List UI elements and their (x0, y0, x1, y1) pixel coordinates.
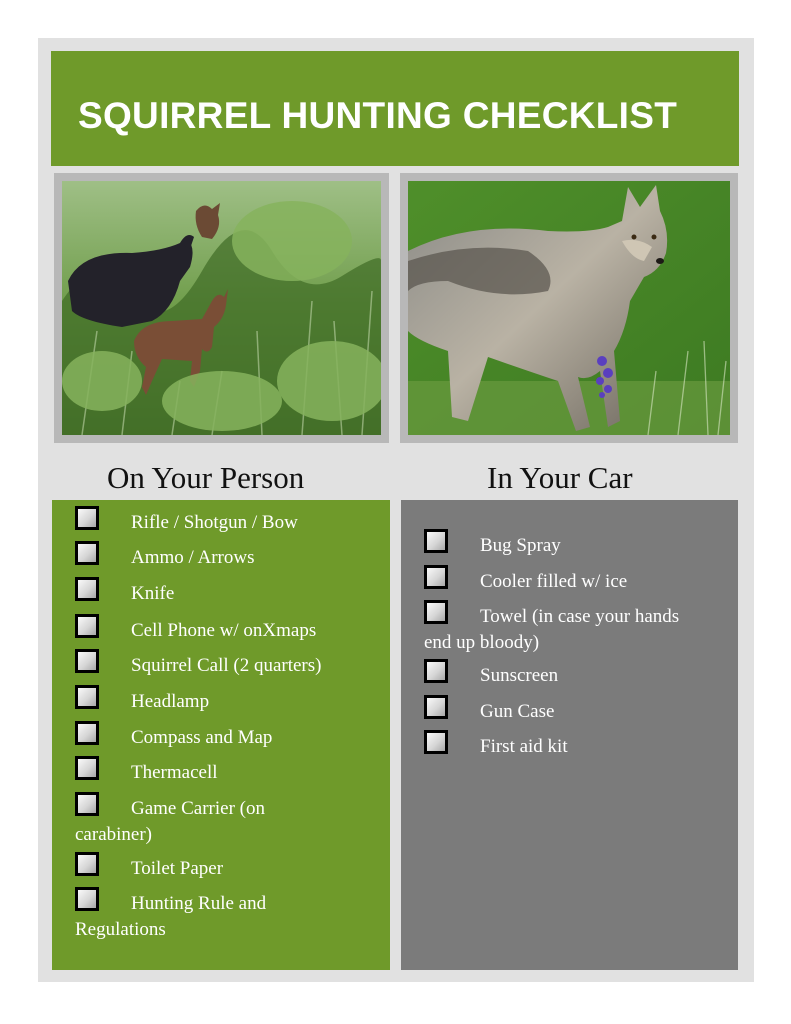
checkbox[interactable] (424, 730, 448, 754)
checkbox[interactable] (75, 506, 99, 530)
list-item: Cooler filled w/ ice (424, 565, 728, 595)
checkbox[interactable] (75, 852, 99, 876)
heading-on-your-person: On Your Person (107, 460, 305, 495)
coyote-photo-frame (400, 173, 738, 443)
list-item: Game Carrier (on carabiner) (75, 792, 290, 848)
list-item: Toilet Paper (75, 852, 380, 882)
list-item: Ammo / Arrows (75, 541, 380, 571)
checkbox[interactable] (424, 600, 448, 624)
page-title: SQUIRREL HUNTING CHECKLIST (78, 95, 678, 136)
checkbox[interactable] (424, 695, 448, 719)
list-item: Compass and Map (75, 721, 380, 751)
moose-photo (62, 181, 381, 435)
checkbox[interactable] (75, 887, 99, 911)
checkbox[interactable] (75, 721, 99, 745)
heading-in-your-car: In Your Car (487, 460, 633, 495)
checkbox[interactable] (75, 649, 99, 673)
list-item: Hunting Rule and Regulations (75, 887, 290, 943)
coyote-photo (408, 181, 730, 435)
list-item: Towel (in case your hands end up bloody) (424, 600, 699, 656)
checkbox[interactable] (75, 685, 99, 709)
checkbox[interactable] (75, 792, 99, 816)
list-item: First aid kit (424, 730, 728, 760)
checkbox[interactable] (424, 529, 448, 553)
checkbox[interactable] (424, 659, 448, 683)
checkbox[interactable] (424, 565, 448, 589)
list-item: Gun Case (424, 695, 728, 725)
on-your-person-panel (52, 500, 390, 970)
list-item: Sunscreen (424, 659, 728, 689)
list-item: Squirrel Call (2 quarters) (75, 649, 380, 679)
moose-photo-frame (54, 173, 389, 443)
title-banner (51, 51, 739, 166)
checkbox[interactable] (75, 756, 99, 780)
list-item: Headlamp (75, 685, 380, 715)
list-item: Knife (75, 577, 380, 607)
list-item: Thermacell (75, 756, 380, 786)
list-item: Bug Spray (424, 529, 728, 559)
list-item: Rifle / Shotgun / Bow (75, 506, 380, 536)
list-item: Cell Phone w/ onXmaps (75, 614, 380, 644)
checkbox[interactable] (75, 614, 99, 638)
in-your-car-panel (401, 500, 738, 970)
checkbox[interactable] (75, 541, 99, 565)
checklist-sheet (38, 38, 754, 982)
checkbox[interactable] (75, 577, 99, 601)
